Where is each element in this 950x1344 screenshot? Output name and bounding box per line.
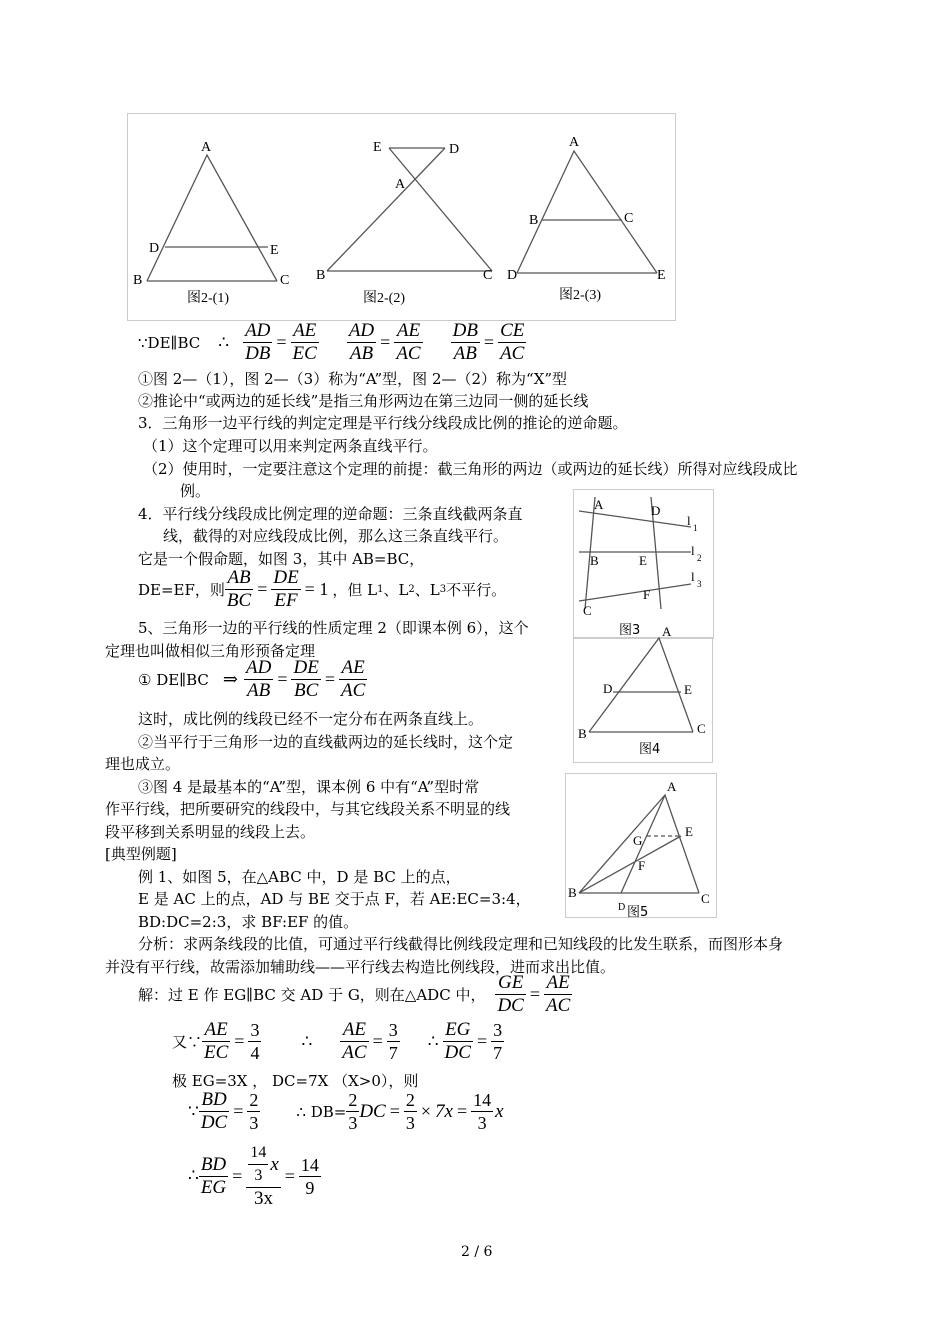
fig3-label-l2: l: [691, 543, 695, 558]
fig3-caption: 图3: [619, 623, 641, 638]
fig2-2-label-a: A: [395, 177, 406, 192]
frac-s5-de-bc: $\frac{DE}{BC}$: [293, 657, 319, 701]
figure-2-diagrams: [127, 113, 675, 321]
section-5d2: 理也成立。: [105, 755, 181, 773]
section-4c: 它是一个假命题，如图 3，其中 AB=BC，: [138, 550, 425, 568]
because-de-bc: ∵DE∥BC: [138, 333, 201, 352]
frac-ab-bc: $\frac{AB}{BC}$: [226, 567, 252, 611]
frac-3-7b: $\frac{3}{7}$: [493, 1020, 503, 1063]
section-3: 3．三角形一边平行线的判定定理是平行线分线段成比例的推论的逆命题。: [138, 414, 628, 432]
fig4-label-e: E: [684, 682, 692, 697]
fig2-1-caption: 图2-(1): [187, 291, 229, 306]
frac-sol-ae-ac: $\frac{AE}{AC}$: [546, 972, 571, 1016]
fig2-1-label-b: B: [133, 273, 143, 288]
fig2-3-label-a: A: [569, 135, 580, 150]
fig5-label-b: B: [568, 885, 577, 900]
fig3-label-f: F: [643, 587, 651, 602]
section-5-1: ① DE∥BC ⇒ $\frac{AD}{AB}$ = $\frac{DE}{BC}$ = $\frac{AE}{AC}$: [138, 657, 366, 701]
frac-ad-db: $\frac{AD}{DB}$: [245, 320, 271, 364]
de-bc-proportions: ∵DE∥BC ∴ $\frac{AD}{DB}$ = $\frac{AE}{EC}$ $\frac{AD}{AB}$ = $\frac{AE}{AC}$ $\frac{DB}{AB}$ = $\frac{CE}{AC}$: [138, 320, 525, 364]
fig2-1-label-c: C: [280, 273, 290, 288]
solution-line-2: 又∵ $\frac{AE}{EC}$ = $\frac{3}{4}$ ∴ $\frac{AE}{AC}$ = $\frac{3}{7}$ ∴ $\frac{EG}{DC}$ = $\frac{3}{7}$: [172, 1019, 503, 1063]
frac-de-ef: $\frac{DE}{EF}$: [273, 567, 299, 611]
section-5c: 这时，成比例的线段已经不一定分布在两条直线上。: [138, 710, 484, 728]
example-1b: E 是 AC 上的点，AD 与 BE 交于点 F，若 AE:EC=3:4，: [138, 890, 531, 908]
fig5-label-a: A: [667, 779, 677, 794]
frac-2-3b: $\frac{2}{3}$: [348, 1090, 358, 1133]
fig5-caption: 图5: [627, 905, 649, 920]
example-1a: 例 1、如图 5，在△ABC 中，D 是 BC 上的点，: [138, 868, 461, 886]
fig2-3-label-d: D: [507, 268, 518, 283]
fig2-2-label-b: B: [316, 268, 326, 283]
frac-14-9: $\frac{14}{9}$: [300, 1154, 319, 1198]
fig2-3-label-c: C: [624, 211, 634, 226]
fig4-label-c: C: [697, 721, 706, 736]
section-3-1: （1）这个定理可以用来判定两条直线平行。: [143, 437, 438, 455]
frac-2-3c: $\frac{2}{3}$: [405, 1090, 415, 1133]
fig4-caption: 图4: [639, 742, 661, 757]
figure-5-diagram: [565, 773, 717, 921]
section-5d1: ②当平行于三角形一边的直线截两边的延长线时，这个定: [138, 733, 514, 751]
note-1: ①图 2—（1），图 2—（3）称为“A”型，图 2—（2）称为“X”型: [138, 370, 568, 388]
fig2-2-caption: 图2-(2): [363, 291, 405, 306]
section-4d: DE=EF，则 $\frac{AB}{BC}$ = $\frac{DE}{EF}$ = 1 ，但 L 1 、L 2 、L 3 不平行。: [138, 567, 507, 611]
frac-3-7a: $\frac{3}{7}$: [388, 1020, 398, 1063]
frac-bd-eg: $\frac{BD}{EG}$: [200, 1153, 227, 1198]
section-5a: 5、三角形一边的平行线的性质定理 2（即课本例 6），这个: [138, 619, 529, 637]
fig5-label-e: E: [685, 824, 693, 839]
frac-you-ae-ac: $\frac{AE}{AC}$: [342, 1019, 367, 1063]
frac-ad-ab: $\frac{AD}{AB}$: [348, 320, 375, 364]
solution-line-3: 极 EG=3X ， DC=7X （X>0），则: [172, 1072, 419, 1090]
fig4-label-b: B: [578, 726, 587, 741]
fig3-label-c: C: [583, 603, 592, 618]
svg-text:1: 1: [693, 523, 698, 533]
section-4b: 线，截得的对应线段成比例，那么这三条直线平行。: [163, 527, 509, 545]
frac-2-3: $\frac{2}{3}$: [249, 1090, 259, 1133]
fig3-label-e: E: [639, 553, 647, 568]
fig3-label-l3: l: [691, 569, 695, 584]
therefore-sign: ∴: [218, 332, 230, 353]
section-5b: 定理也叫做相似三角形预备定理: [105, 642, 316, 660]
frac-eg-dc: $\frac{EG}{DC}$: [444, 1019, 471, 1063]
frac-complex: $\frac{14}{3}$ x 3x: [246, 1142, 280, 1210]
svg-text:2: 2: [697, 553, 702, 563]
fig2-2-label-d: D: [449, 142, 460, 157]
typical-examples-heading: [典型例题]: [105, 845, 177, 863]
note-2: ②推论中“或两边的延长线”是指三角形两边在第三边同一侧的延长线: [138, 392, 589, 410]
frac-db-ab: $\frac{DB}{AB}$: [452, 320, 478, 364]
fig2-1-label-a: A: [201, 140, 212, 155]
fig3-label-a: A: [594, 497, 604, 512]
analysis-1: 分析：求两条线段的比值，可通过平行线截得比例线段定理和已知线段的比发生联系，而图形本身: [138, 935, 784, 953]
fig5-label-c: C: [701, 891, 710, 906]
fig2-3-label-e: E: [657, 268, 666, 283]
fig2-3-label-b: B: [529, 213, 539, 228]
frac-s5-ae-ac: $\frac{AE}{AC}$: [340, 657, 366, 701]
section-5e1: ③图 4 是最基本的“A”型，课本例 6 中有“A”型时常: [138, 778, 480, 796]
figure-3-diagram: [573, 489, 713, 639]
section-3-2b: 例。: [180, 482, 211, 500]
fig5-label-d: D: [618, 902, 626, 913]
analysis-2: 并没有平行线，故需添加辅助线——平行线去构造比例线段，进而求出比值。: [105, 958, 616, 976]
fig3-label-d: D: [651, 503, 661, 518]
solution-line-4: ∵ $\frac{BD}{DC}$ = $\frac{2}{3}$ ∴ DB= $\frac{2}{3}$ DC = $\frac{2}{3}$ × 7x = $\frac{14}{3}$ x: [188, 1089, 504, 1133]
frac-you-ae-ec: $\frac{AE}{EC}$: [204, 1019, 229, 1063]
fig4-label-a: A: [662, 624, 672, 639]
fig2-3-caption: 图2-(3): [559, 288, 601, 303]
frac-ae-ac: $\frac{AE}{AC}$: [396, 320, 421, 364]
solution-line-5: ∴ $\frac{BD}{EG}$ = $\frac{14}{3}$ x 3x = $\frac{14}{9}$: [188, 1144, 319, 1209]
frac-bd-dc: $\frac{BD}{DC}$: [200, 1089, 228, 1133]
fig3-label-l1: l: [687, 513, 691, 528]
page-number: 2 / 6: [461, 1244, 493, 1260]
fig2-1-label-d: D: [149, 241, 160, 256]
fig2-1-label-e: E: [270, 243, 279, 258]
section-5e2: 作平行线，把所要研究的线段中，与其它线段关系不明显的线: [105, 800, 511, 818]
section-3-2a: （2）使用时，一定要注意这个定理的前提：截三角形的两边（或两边的延长线）所得对应线段成比: [143, 460, 798, 478]
fig4-label-d: D: [603, 681, 613, 696]
section-4a: 4．平行线分线段成比例定理的逆命题：三条直线截两条直: [138, 505, 523, 523]
solution-line-1: 解：过 E 作 EG∥BC 交 AD 于 G，则在△ADC 中， $\frac{GE}{DC}$ = $\frac{AE}{AC}$: [138, 972, 571, 1016]
frac-3-4: $\frac{3}{4}$: [250, 1020, 260, 1063]
section-5e3: 段平移到关系明显的线段上去。: [105, 823, 316, 841]
example-1c: BD:DC=2:3，求 BF:EF 的值。: [138, 913, 359, 931]
figure-4-diagram: [573, 620, 713, 765]
frac-ge-dc: $\frac{GE}{DC}$: [497, 972, 524, 1016]
fig5-label-f: F: [638, 858, 646, 873]
fig5-label-g: G: [633, 833, 643, 848]
fig2-2-label-c: C: [483, 268, 493, 283]
frac-ce-ac: $\frac{CE}{AC}$: [500, 320, 525, 364]
frac-s5-ad-ab: $\frac{AD}{AB}$: [246, 657, 272, 701]
fig2-2-label-e: E: [373, 140, 382, 155]
frac-ae-ec: $\frac{AE}{EC}$: [292, 320, 317, 364]
frac-14-3: $\frac{14}{3}$: [473, 1090, 492, 1133]
svg-text:3: 3: [697, 579, 702, 589]
fig3-label-b: B: [590, 553, 599, 568]
